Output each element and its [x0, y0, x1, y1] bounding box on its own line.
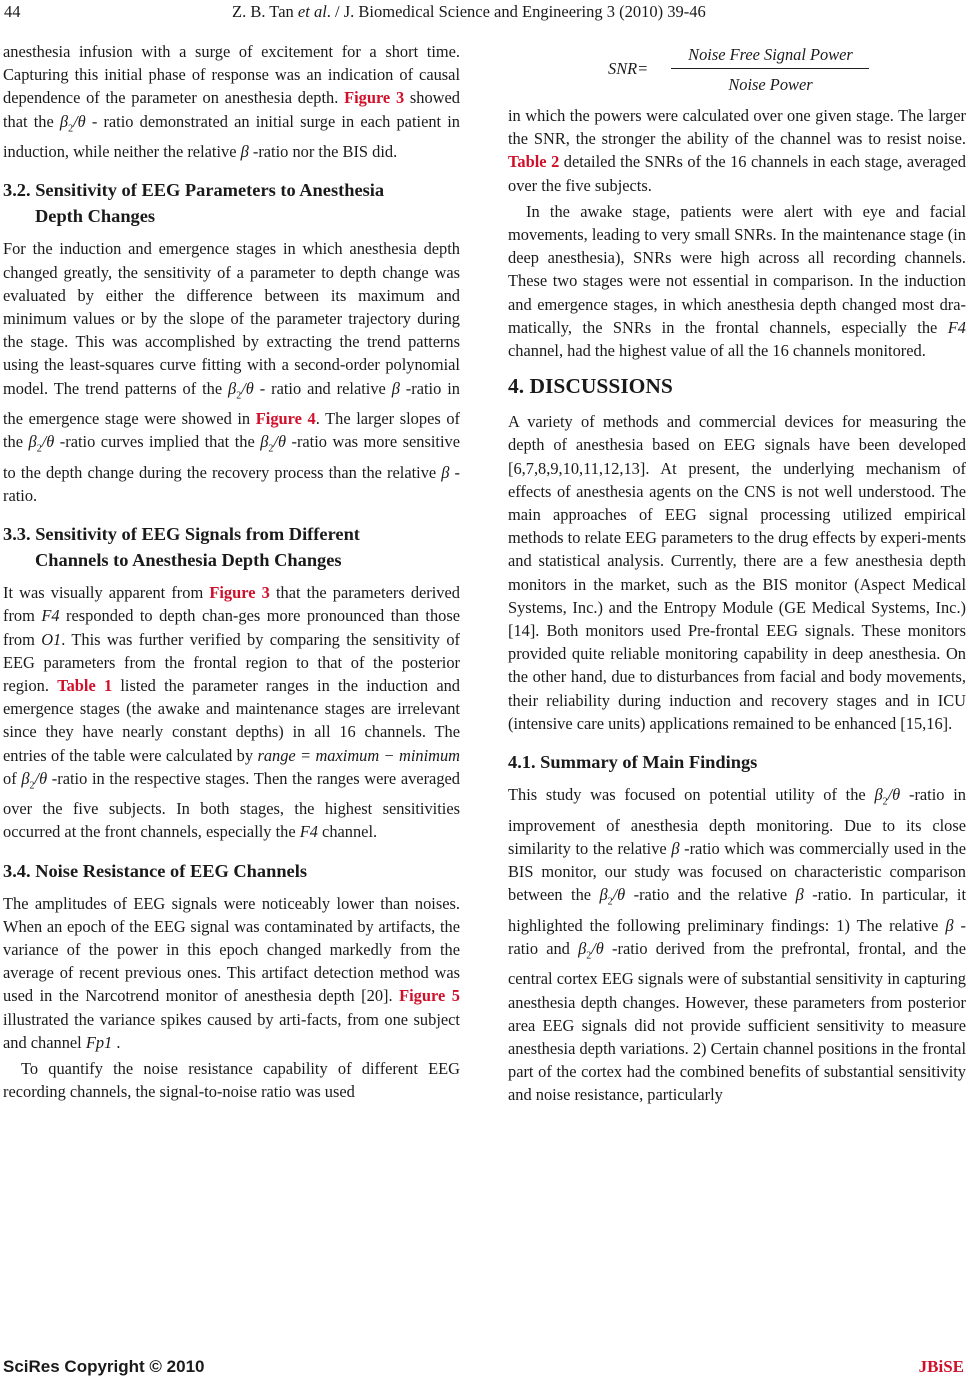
- beta2-theta-symbol: $\beta_2/\theta$: [874, 785, 901, 808]
- section-heading-3-4: 3.4. Noise Resistance of EEG Channels: [3, 860, 307, 881]
- journal-citation: Z. B. Tan et al. / J. Biomedical Science and Engineering 3 (2010) 39-46: [232, 2, 706, 21]
- channel-f4: F4: [947, 317, 966, 337]
- figure-ref[interactable]: Figure 3: [209, 583, 270, 603]
- beta-symbol: β: [945, 915, 954, 935]
- beta2-theta-symbol: $\beta_2/\theta$: [59, 111, 86, 134]
- paragraph-sensitivity-channels: It was visually apparent from Figure 3 that the parameters derived from F4 responded to depth chan-ges more pronounced than those from O1. This was further verified by comparing the sensitivity of EEG parameters from the frontal region to that of the posterior region. Table 1 listed the parameter ranges in the induction and emergence stages (the awake and maintenance stages are irrelevant since they have nearly constant depths) in all 16 channels. The entries of the table were calculated by range = maximum − minimum of $\beta_2/\theta$ -ratio in the respective stages. Then the ranges were averaged over the five subjects. In both stages, the highest sensitivities occurred at the front channels, especially the F4 channel.: [3, 583, 460, 842]
- fraction-bar: [671, 68, 869, 69]
- figure-ref[interactable]: Figure 3: [344, 88, 405, 108]
- table-ref[interactable]: Table 2: [508, 152, 560, 172]
- beta2-theta-symbol: $\beta_2/\theta$: [21, 768, 48, 791]
- beta-symbol: β: [795, 885, 804, 905]
- beta2-theta-symbol: $\beta_2/\theta$: [578, 938, 604, 962]
- range-equation: range = maximum − minimum: [257, 745, 460, 765]
- paragraph-summary: This study was focused on potential utility of the $\beta_2/\theta$ -ratio in improvement of anesthesia depth monitoring. Due to its close similarity to the relative β -ratio which was commercially used in the BIS monitor, our study was focused on characteristic comparison between the $\beta_2/\theta$ -ratio and the relative β -ratio. In particular, it highlighted the following preliminary findings: 1) The relative β -ratio and $\beta_2/\theta$ -ratio derived from the prefrontal, frontal, and the central cortex EEG signals were of substantial sensitivity in capturing anesthesia depth changes. However, these parameters from posterior area EEG signals did not provide sufficient sensitivity to measure anesthesia depth variations. 2) Certain channel positions in the frontal part of the cortex had the combined benefits of substantial sensitivity and noise resistance, particularly: [508, 785, 967, 1105]
- paragraph-snr-explain: in which the powers were calculated over one given stage. The larger the SNR, the stronger the ability of the channel was to resist noise. Table 2 detailed the SNRs of the 16 channels in each stage, averaged over the five subjects.: [508, 106, 966, 195]
- beta-symbol: β: [240, 142, 249, 162]
- paragraph-noise-resistance: The amplitudes of EEG signals were noticeably lower than noises. When an epoch of the EEG signal was contaminated by artifacts, the variance of the power in this epoch changed markedly from the average of recent previous ones. This artifact detection method was used in the Narcotrend monitor of anesthesia depth [20]. Figure 5 illustrated the variance spikes caused by arti-facts, from one subject and channel Fp1 .: [3, 893, 460, 1052]
- beta-symbol: β: [441, 462, 450, 482]
- table-ref[interactable]: Table 1: [57, 675, 113, 695]
- channel-f4: F4: [41, 606, 60, 626]
- figure-ref[interactable]: Figure 4: [255, 409, 316, 428]
- page-number: 44: [4, 2, 21, 21]
- paragraph-sensitivity-parameters: For the induction and emergence stages in which anesthesia depth changed greatly, the sensitivity of a parameter to depth change was evaluated by either the difference between its maximum and minimum values or by the slope of the parameter trajectory during the stage. This was accomplished by extracting the trend patterns using the least-squares curve fitting with a second-order polynomial model. The trend patterns of the $\beta_2/\theta$ - ratio and relative β -ratio in the emergence stage were showed in Figure 4. The larger slopes of the $\beta_2/\theta$ -ratio curves implied that the $\beta_2/\theta$ -ratio was more sensitive to the depth change during the recovery process than the relative β -ratio.: [3, 239, 461, 505]
- running-header: [0, 2, 968, 28]
- beta2-theta-symbol: $\beta_2/\theta$: [260, 432, 286, 455]
- section-heading-4-1: 4.1. Summary of Main Findings: [508, 752, 758, 773]
- channel-f4: F4: [299, 822, 318, 842]
- beta2-theta-symbol: $\beta_2/\theta$: [28, 432, 55, 455]
- paragraph-continuation: anesthesia infusion with a surge of excitement for a short time. Capturing this initial phase of response was an indication of causal dependence of the parameter on anesthesia depth. Figure 3 showed that the $\beta_2/\theta$ - ratio demonstrated an initial surge in each patient in induction, while neither the relative β -ratio nor the BIS did.: [3, 42, 460, 162]
- paragraph-snr-intro: To quantify the noise resistance capability of different EEG recording channels, the signal-to-noise ratio was used: [3, 1059, 460, 1102]
- beta2-theta-symbol: $\beta_2/\theta$: [599, 885, 626, 908]
- section-heading-3-2: 3.2. Sensitivity of EEG Parameters to Anesthesia Depth Changes: [3, 180, 385, 227]
- left-column: [3, 40, 460, 1106]
- formula-denominator: Noise Power: [728, 75, 813, 94]
- journal-abbreviation: JBiSE: [918, 1357, 964, 1376]
- copyright-notice: SciRes Copyright © 2010: [3, 1357, 205, 1376]
- page-footer: [0, 1357, 968, 1383]
- section-heading-3-3: 3.3. Sensitivity of EEG Signals from Different Channels to Anesthesia Depth Changes: [3, 524, 360, 571]
- section-heading-4: 4. DISCUSSIONS: [508, 374, 673, 399]
- paragraph-snr-stages: In the awake stage, patients were alert with eye and facial movements, leading to very small SNRs. In the maintenance stage (in deep anesthesia), SNRs were high across all recording channels. These two stages were not essential in comparison. In the induction and emergence stages, in which anesthesia depth changed most dra-matically, the SNRs in the frontal channels, especially the F4 channel, had the highest value of all the 16 channels monitored.: [508, 201, 966, 361]
- snr-formula: [508, 40, 966, 100]
- channel-fp1: Fp1: [85, 1032, 113, 1052]
- right-column: [508, 40, 966, 1110]
- beta-symbol: β: [671, 838, 680, 858]
- paragraph-discussion: A variety of methods and commercial devices for measuring the depth of anesthesia based on EEG signals have been developed [6,7,8,9,10,11,12,13]. At present, the underlying mechanism of effects of anesthesia agents on the CNS is not well understood. The main approaches of EEG signal processing utilized empirical methods to relate EEG parameters to the drug effects by experi-ments and statistical analysis. Currently, there are a few anesthesia depth monitors in the market, such as the BIS monitor (Aspect Medical Systems, Inc.) and the Entropy Module (GE Medical Systems, Inc.) [14]. Both monitors used Pre-frontal EEG signals. These monitors provided quite reliable monitoring capability in deep anesthesia. On the other hand, due to disturbances from facial and body movements, their reliability during induction and recovery stages and in ICU (intensive care units) applications remained to be enhanced [15,16].: [508, 412, 966, 733]
- formula-numerator: Noise Free Signal Power: [688, 45, 853, 64]
- beta-symbol: β: [391, 378, 400, 398]
- formula-lhs: SNR=: [608, 59, 649, 78]
- figure-ref[interactable]: Figure 5: [399, 986, 460, 1006]
- beta2-theta-symbol: $\beta_2/\theta$: [228, 378, 254, 401]
- channel-o1: O1: [41, 629, 62, 649]
